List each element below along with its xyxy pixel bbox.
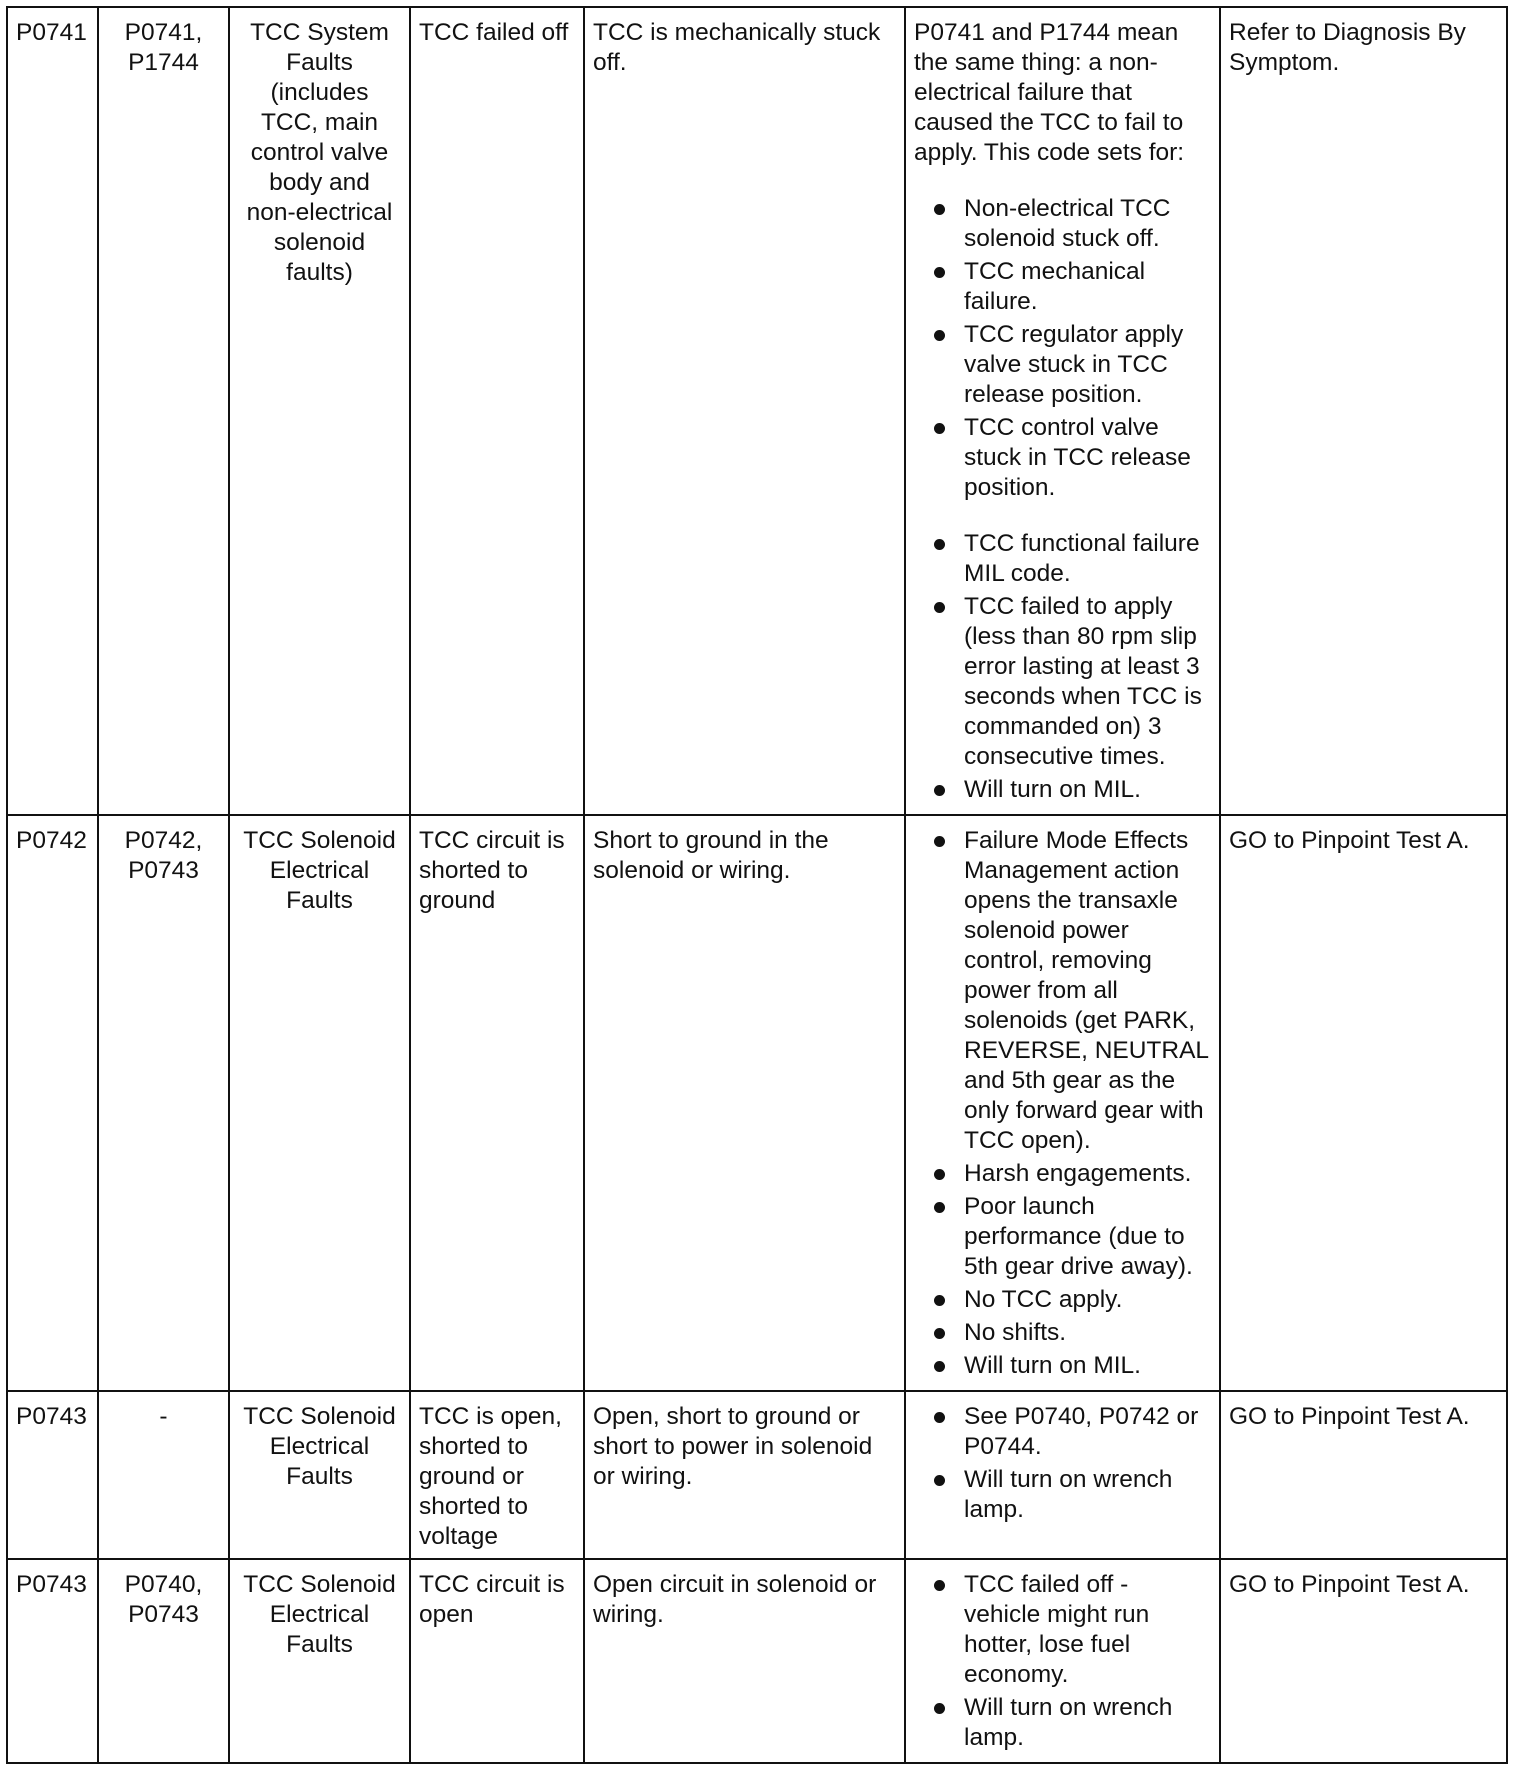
list-item-text: TCC functional failure MIL code. <box>964 530 1200 587</box>
list-item <box>914 775 1211 805</box>
list-item <box>914 257 1211 317</box>
related-codes-cell: P0740, P0743 <box>98 1559 229 1763</box>
list-item-text: No TCC apply. <box>964 1286 1123 1313</box>
bullet-dot-icon <box>934 330 945 341</box>
description-cell <box>905 7 1220 815</box>
list-item <box>914 1318 1211 1348</box>
fault-group-cell: TCC System Faults (includes TCC, main control valve body and non-electrical solenoid faults) <box>229 7 410 815</box>
dtc-table-body <box>7 7 1507 1763</box>
fault-group-cell: TCC Solenoid Electrical Faults <box>229 1391 410 1559</box>
list-item <box>914 826 1211 1156</box>
dtc-code-cell: P0742 <box>7 815 98 1391</box>
bullet-dot-icon <box>934 1361 945 1372</box>
list-item-text: Will turn on MIL. <box>964 1352 1141 1379</box>
bullet-dot-icon <box>934 785 945 796</box>
list-item-text: TCC regulator apply valve stuck in TCC release position. <box>964 321 1184 408</box>
related-codes-cell: P0742, P0743 <box>98 815 229 1391</box>
action-cell: GO to Pinpoint Test A. <box>1220 815 1507 1391</box>
list-item <box>914 1570 1211 1690</box>
list-item <box>914 592 1211 772</box>
table-row <box>7 1391 1507 1559</box>
action-cell: Refer to Diagnosis By Symptom. <box>1220 7 1507 815</box>
bullet-dot-icon <box>934 204 945 215</box>
fault-group-cell: TCC Solenoid Electrical Faults <box>229 815 410 1391</box>
list-item-text: TCC failed to apply (less than 80 rpm slip error lasting at least 3 seconds when TCC is commanded on) 3 consecutive times. <box>964 593 1202 770</box>
cause-cell: Short to ground in the solenoid or wiring. <box>584 815 905 1391</box>
list-item-text: Non-electrical TCC solenoid stuck off. <box>964 195 1171 252</box>
list-item <box>914 1693 1211 1753</box>
dtc-table <box>6 6 1508 1764</box>
bullet-dot-icon <box>934 836 945 847</box>
list-item <box>914 194 1211 254</box>
list-item <box>914 1351 1211 1381</box>
bullet-dot-icon <box>934 1169 945 1180</box>
description-intro: P0741 and P1744 mean the same thing: a non-electrical failure that caused the TCC to fail to apply. This code sets for: <box>914 19 1185 166</box>
list-item <box>914 320 1211 410</box>
dtc-code-cell: P0743 <box>7 1391 98 1559</box>
description-cell <box>905 1391 1220 1559</box>
description-bullet-list <box>914 1570 1211 1753</box>
fault-group-cell: TCC Solenoid Electrical Faults <box>229 1559 410 1763</box>
list-item <box>914 1465 1211 1525</box>
list-item <box>914 1402 1211 1462</box>
cause-cell: TCC is mechanically stuck off. <box>584 7 905 815</box>
table-row <box>7 815 1507 1391</box>
description-bullet-list <box>914 194 1211 805</box>
list-item-text: Failure Mode Effects Management action opens the transaxle solenoid power control, removing power from all solenoids (get PARK, REVERSE, NEUTRAL and 5th gear as the only forward gear with TCC open). <box>964 827 1209 1154</box>
list-item-text: TCC control valve stuck in TCC release position. <box>964 414 1191 501</box>
bullet-dot-icon <box>934 1580 945 1591</box>
list-item-text: TCC mechanical failure. <box>964 258 1146 315</box>
list-item-text: Harsh engagements. <box>964 1160 1192 1187</box>
description-cell <box>905 815 1220 1391</box>
bullet-dot-icon <box>934 1412 945 1423</box>
bullet-dot-icon <box>934 1703 945 1714</box>
condition-cell: TCC circuit is shorted to ground <box>410 815 584 1391</box>
list-item-text: TCC failed off - vehicle might run hotter, lose fuel economy. <box>964 1571 1150 1688</box>
condition-cell: TCC failed off <box>410 7 584 815</box>
table-row <box>7 1559 1507 1763</box>
condition-cell: TCC circuit is open <box>410 1559 584 1763</box>
related-codes-cell: - <box>98 1391 229 1559</box>
list-item-text: Will turn on MIL. <box>964 776 1141 803</box>
dtc-code-cell: P0743 <box>7 1559 98 1763</box>
list-item-text: Poor launch performance (due to 5th gear drive away). <box>964 1193 1193 1280</box>
condition-cell: TCC is open, shorted to ground or shorted to voltage <box>410 1391 584 1559</box>
list-item-text: Will turn on wrench lamp. <box>964 1694 1173 1751</box>
bullet-dot-icon <box>934 267 945 278</box>
description-bullet-list <box>914 1402 1211 1525</box>
cause-cell: Open circuit in solenoid or wiring. <box>584 1559 905 1763</box>
list-item-text: See P0740, P0742 or P0744. <box>964 1403 1199 1460</box>
list-item <box>914 1192 1211 1282</box>
list-item-text: No shifts. <box>964 1319 1067 1346</box>
list-item <box>914 1159 1211 1189</box>
dtc-code-cell: P0741 <box>7 7 98 815</box>
list-item <box>914 1285 1211 1315</box>
description-cell <box>905 1559 1220 1763</box>
cause-cell: Open, short to ground or short to power in solenoid or wiring. <box>584 1391 905 1559</box>
bullet-dot-icon <box>934 1202 945 1213</box>
related-codes-cell: P0741, P1744 <box>98 7 229 815</box>
list-item <box>914 529 1211 589</box>
table-row <box>7 7 1507 815</box>
bullet-dot-icon <box>934 602 945 613</box>
bullet-dot-icon <box>934 1295 945 1306</box>
bullet-dot-icon <box>934 539 945 550</box>
list-item <box>914 413 1211 503</box>
bullet-dot-icon <box>934 423 945 434</box>
description-bullet-list <box>914 826 1211 1381</box>
bullet-dot-icon <box>934 1475 945 1486</box>
action-cell: GO to Pinpoint Test A. <box>1220 1391 1507 1559</box>
bullet-dot-icon <box>934 1328 945 1339</box>
list-item-text: Will turn on wrench lamp. <box>964 1466 1173 1523</box>
action-cell: GO to Pinpoint Test A. <box>1220 1559 1507 1763</box>
